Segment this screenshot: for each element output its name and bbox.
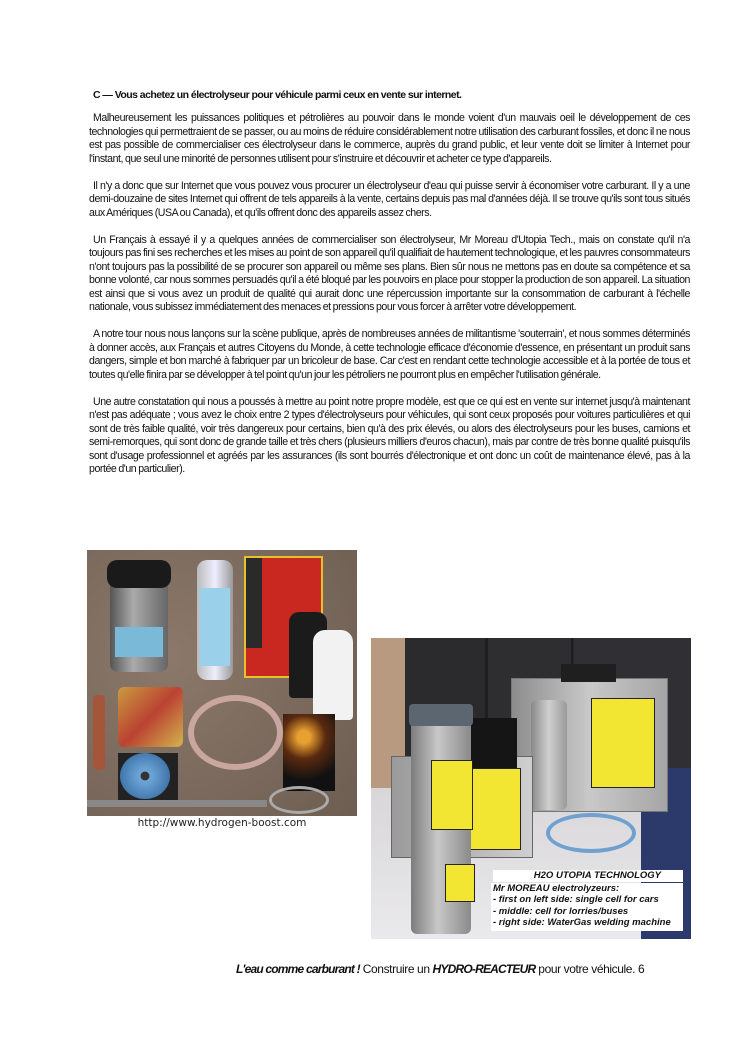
car-cell-cap — [409, 704, 473, 726]
canister-large-label — [115, 627, 163, 657]
paragraph-5: Une autre constatation qui nous a poussés à mettre au point notre propre modèle, est que ce qui est en vente sur internet jusqu'à maintenant n'est pas adéquate ; vous avez le choix entre 2 types d'électrolyseurs pour véhicules, qui sont ceux proposés pour voitures particulières et qui sont de très faible qualité, voir très dangereux pour certains, bien qu'à des prix élevés, ou alors des électrolyseurs pour les buses, camions et semi-remorques, qui sont donc de grande taille et très chers (plusieurs milliers d'euros chacun), mais par contre de très bonne qualité puisqu'ils sont d'usage professionnel et agréés par les assurances (ils sont bourrés d'électronique et ont donc un coût de maintenance élevé, pas à la portée d'un particulier). — [89, 395, 690, 475]
car-cell-label-bottom — [445, 864, 475, 902]
welding-machine-top — [561, 664, 616, 682]
page-footer — [236, 962, 644, 976]
car-cell-label-top — [431, 760, 473, 830]
page-number: 6 — [637, 962, 645, 976]
paragraph-4: A notre tour nous nous lançons sur la scène publique, après de nombreuses années de militantisme 'souterrain', et nous sommes déterminés à donner accès, aux Français et autres Citoyens du Monde, à cette technologie efficace d'économie d'essence, en présentant un produit sans dangers, simple et bon marché à fabriquer par un bricoleur de base. Car c'est en rendant cette technologie accessible et à la portée de tous et toutes qu'elle finira par se développer à tel point qu'un jour les pétroliers ne pourront plus en empêcher l'utilisation générale. — [89, 328, 690, 381]
booklet — [283, 714, 335, 791]
photo-caption-overlay — [491, 870, 683, 931]
cd-disc — [120, 753, 170, 799]
metal-bar — [87, 800, 267, 807]
welding-cylinder — [531, 700, 567, 810]
paragraph-2: Il n'y a donc que sur Internet que vous pouvez vous procurer un électrolyseur d'eau qui puisse servir à économiser votre carburant. Il y a une demi-douzaine de sites Internet qui offrent de tels appareils à la vente, certains depuis pas mal d'années déjà. Il se trouve qu'ils sont tous situés aux Amériques (USA ou Canada), et qu'ils offrent donc des appareils assez chers. — [89, 179, 690, 219]
section-heading: C — Vous achetez un électrolyseur pour véhicule parmi ceux en vente sur internet. — [93, 89, 462, 101]
overlay-line-2: - first on left side: single cell for cars — [493, 894, 659, 906]
hose-coil — [188, 695, 283, 770]
paragraph-3: Un Français à essayé il y a quelques années de commercialiser son électrolyseur, Mr Moreau d'Utopia Tech., mais on constate qu'il n'a toujours pas fini ses recherches et les mises au point de son appareil qu'il qualifiait de hautement technologique, et les pauvres consommateurs n'ont toujours pas la possibilité de se procurer son appareil ou même ses plans. Bien sûr nous ne mettons pas en doute sa compétence et sa bonne volonté, car nous sommes persuadés qu'il a été bloqué par les pouvoirs en place pour stopper la production de son appareil. La situation est ainsi que si vous avez un produit de qualité qui aurait donc une répercussion importante sur la consommation de carburant à l'échelle nationale, vous subissez immédiatement des menaces et pressions pour vous forcer à arrêter votre développement. — [89, 233, 690, 313]
footer-middle: Construire un — [359, 962, 433, 976]
document-body — [89, 88, 690, 490]
blue-hose — [546, 813, 636, 853]
smartgauge-box-dark — [246, 558, 262, 648]
footer-end: pour votre véhicule. — [535, 962, 638, 976]
overlay-line-3: - middle: cell for lorries/buses — [493, 905, 629, 917]
paragraph-1: Malheureusement les puissances politiques et pétrolières au pouvoir dans le monde voient d'un mauvais oeil le développement de ces technologies qui permettraient de se passer, ou au moins de réduire considérablement notre utilisation des carburant fossiles, et donc il ne nous est pas possible de commercialiser ces électrolyseur dans le commerce, auprès du grand public, et leur vente doit se limiter à Internet pour l'instant, que seul une minorité de personnes utilisent pour s'instruire et découvrir et acheter ce type d'appareils. — [89, 112, 690, 165]
bottle-white — [313, 630, 353, 720]
overlay-line-1: Mr MOREAU electrolyzeurs: — [493, 882, 620, 894]
overlay-line-4: - right side: WaterGas welding machine — [493, 917, 671, 929]
hose-clamp — [269, 786, 329, 814]
footer-reactor: HYDRO-REACTEUR — [432, 962, 536, 976]
canister-large-lid — [107, 560, 171, 588]
footer-title: L'eau comme carburant ! — [236, 962, 360, 976]
copper-tube — [93, 695, 105, 770]
photo-h2o-utopia-devices — [371, 638, 691, 939]
overlay-title: H2O UTOPIA TECHNOLOGY — [493, 870, 683, 882]
welding-machine-label — [591, 698, 655, 788]
tube-label — [200, 588, 230, 666]
wires-bag — [118, 687, 183, 747]
figure-caption-url: http://www.hydrogen-boost.com — [137, 817, 307, 829]
lorry-cell-label — [469, 768, 521, 850]
photo-hydrogen-boost-kit — [87, 550, 357, 816]
